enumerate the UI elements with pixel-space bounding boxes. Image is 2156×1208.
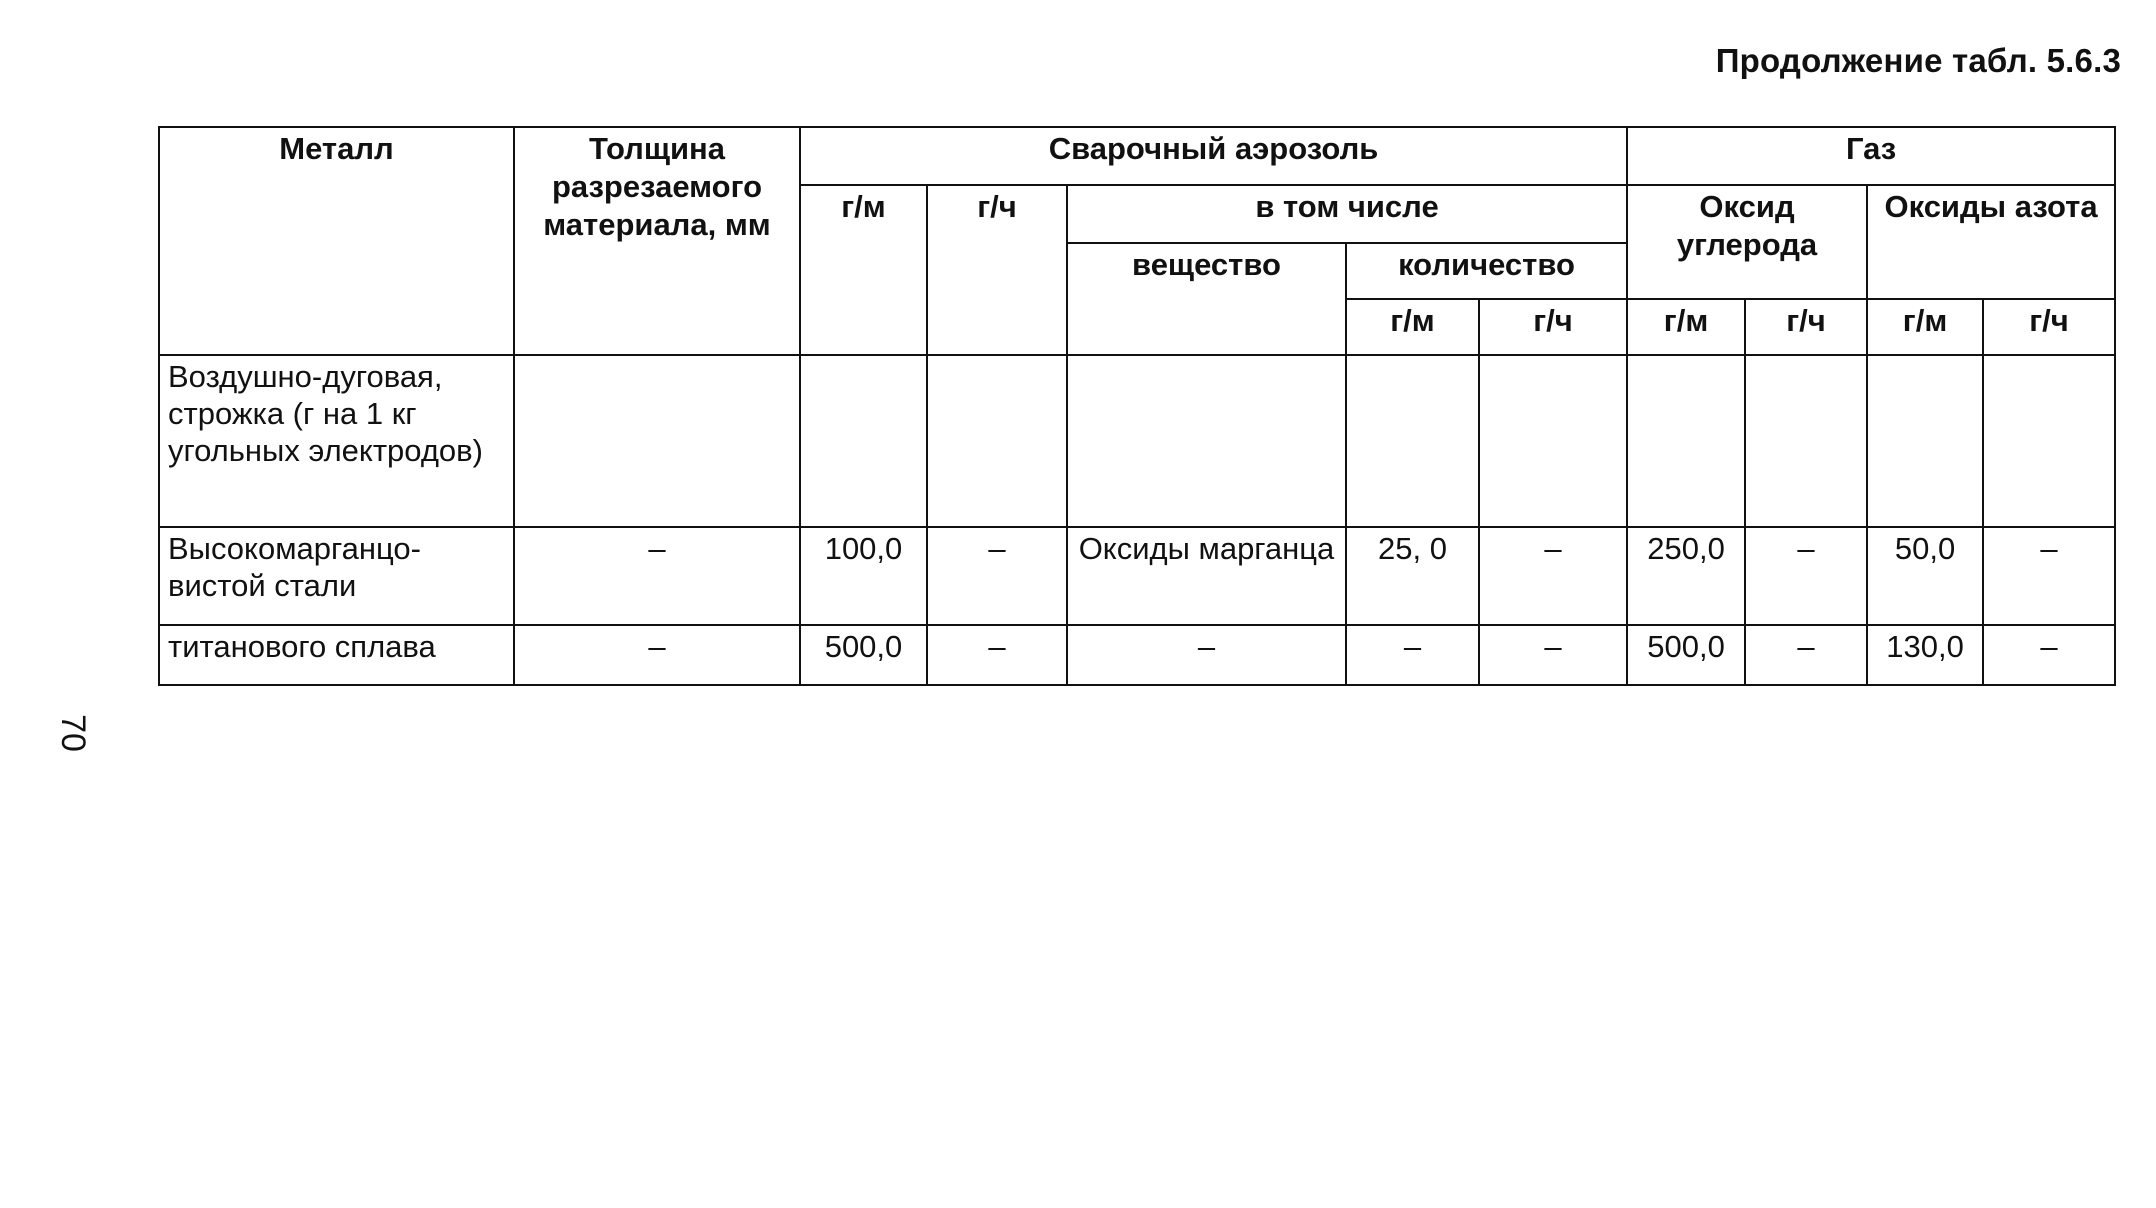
header-nox-g-per-h: г/ч	[1983, 299, 2115, 355]
header-nox-g-per-m: г/м	[1867, 299, 1983, 355]
cell-aerosol-g-per-m: 500,0	[800, 625, 927, 685]
emissions-table	[158, 126, 2116, 686]
cell-nox-g-per-h: –	[1983, 625, 2115, 685]
cell-substance: Оксиды марганца	[1067, 527, 1346, 625]
cell-co-g-per-h: –	[1745, 625, 1867, 685]
header-nitrogen-oxides: Оксиды азота	[1867, 185, 2115, 299]
header-carbon-oxide: Оксид углерода	[1627, 185, 1867, 299]
header-quantity-g-per-m: г/м	[1346, 299, 1479, 355]
cell-co-g-per-m: 250,0	[1627, 527, 1745, 625]
header-quantity-g-per-h: г/ч	[1479, 299, 1627, 355]
cell-nox-g-per-h	[1983, 355, 2115, 527]
header-metal: Металл	[159, 127, 514, 355]
cell-thickness: –	[514, 527, 800, 625]
header-co-g-per-m: г/м	[1627, 299, 1745, 355]
cell-co-g-per-h	[1745, 355, 1867, 527]
header-aerosol-g-per-h: г/ч	[927, 185, 1067, 355]
header-including: в том числе	[1067, 185, 1627, 243]
cell-nox-g-per-m: 130,0	[1867, 625, 1983, 685]
header-aerosol: Сварочный аэрозоль	[800, 127, 1627, 185]
header-thickness: Толщина разрезаемого материала, мм	[514, 127, 800, 355]
cell-quantity-g-per-m	[1346, 355, 1479, 527]
cell-nox-g-per-h: –	[1983, 527, 2115, 625]
cell-aerosol-g-per-m	[800, 355, 927, 527]
cell-co-g-per-m	[1627, 355, 1745, 527]
cell-quantity-g-per-h: –	[1479, 625, 1627, 685]
cell-co-g-per-m: 500,0	[1627, 625, 1745, 685]
cell-nox-g-per-m	[1867, 355, 1983, 527]
table-row	[159, 625, 2115, 685]
cell-aerosol-g-per-h: –	[927, 527, 1067, 625]
table-caption: Продолжение табл. 5.6.3	[1715, 42, 2121, 79]
header-gas: Газ	[1627, 127, 2115, 185]
page-number: 70	[54, 714, 92, 752]
header-aerosol-g-per-m: г/м	[800, 185, 927, 355]
table-row	[159, 355, 2115, 527]
header-substance: вещество	[1067, 243, 1346, 355]
cell-thickness: –	[514, 625, 800, 685]
cell-nox-g-per-m: 50,0	[1867, 527, 1983, 625]
cell-co-g-per-h: –	[1745, 527, 1867, 625]
cell-quantity-g-per-h: –	[1479, 527, 1627, 625]
header-co-g-per-h: г/ч	[1745, 299, 1867, 355]
cell-quantity-g-per-m: –	[1346, 625, 1479, 685]
cell-aerosol-g-per-h: –	[927, 625, 1067, 685]
table-row	[159, 527, 2115, 625]
cell-thickness	[514, 355, 800, 527]
cell-metal: Воздушно-дуговая, строжка (г на 1 кг угольных электродов)	[159, 355, 514, 527]
cell-aerosol-g-per-h	[927, 355, 1067, 527]
cell-substance	[1067, 355, 1346, 527]
cell-quantity-g-per-h	[1479, 355, 1627, 527]
header-row-1	[159, 127, 2115, 185]
cell-aerosol-g-per-m: 100,0	[800, 527, 927, 625]
cell-substance: –	[1067, 625, 1346, 685]
header-quantity: количество	[1346, 243, 1627, 299]
cell-metal: Высокомарганцо-вистой стали	[159, 527, 514, 625]
cell-quantity-g-per-m: 25, 0	[1346, 527, 1479, 625]
cell-metal: титанового сплава	[159, 625, 514, 685]
